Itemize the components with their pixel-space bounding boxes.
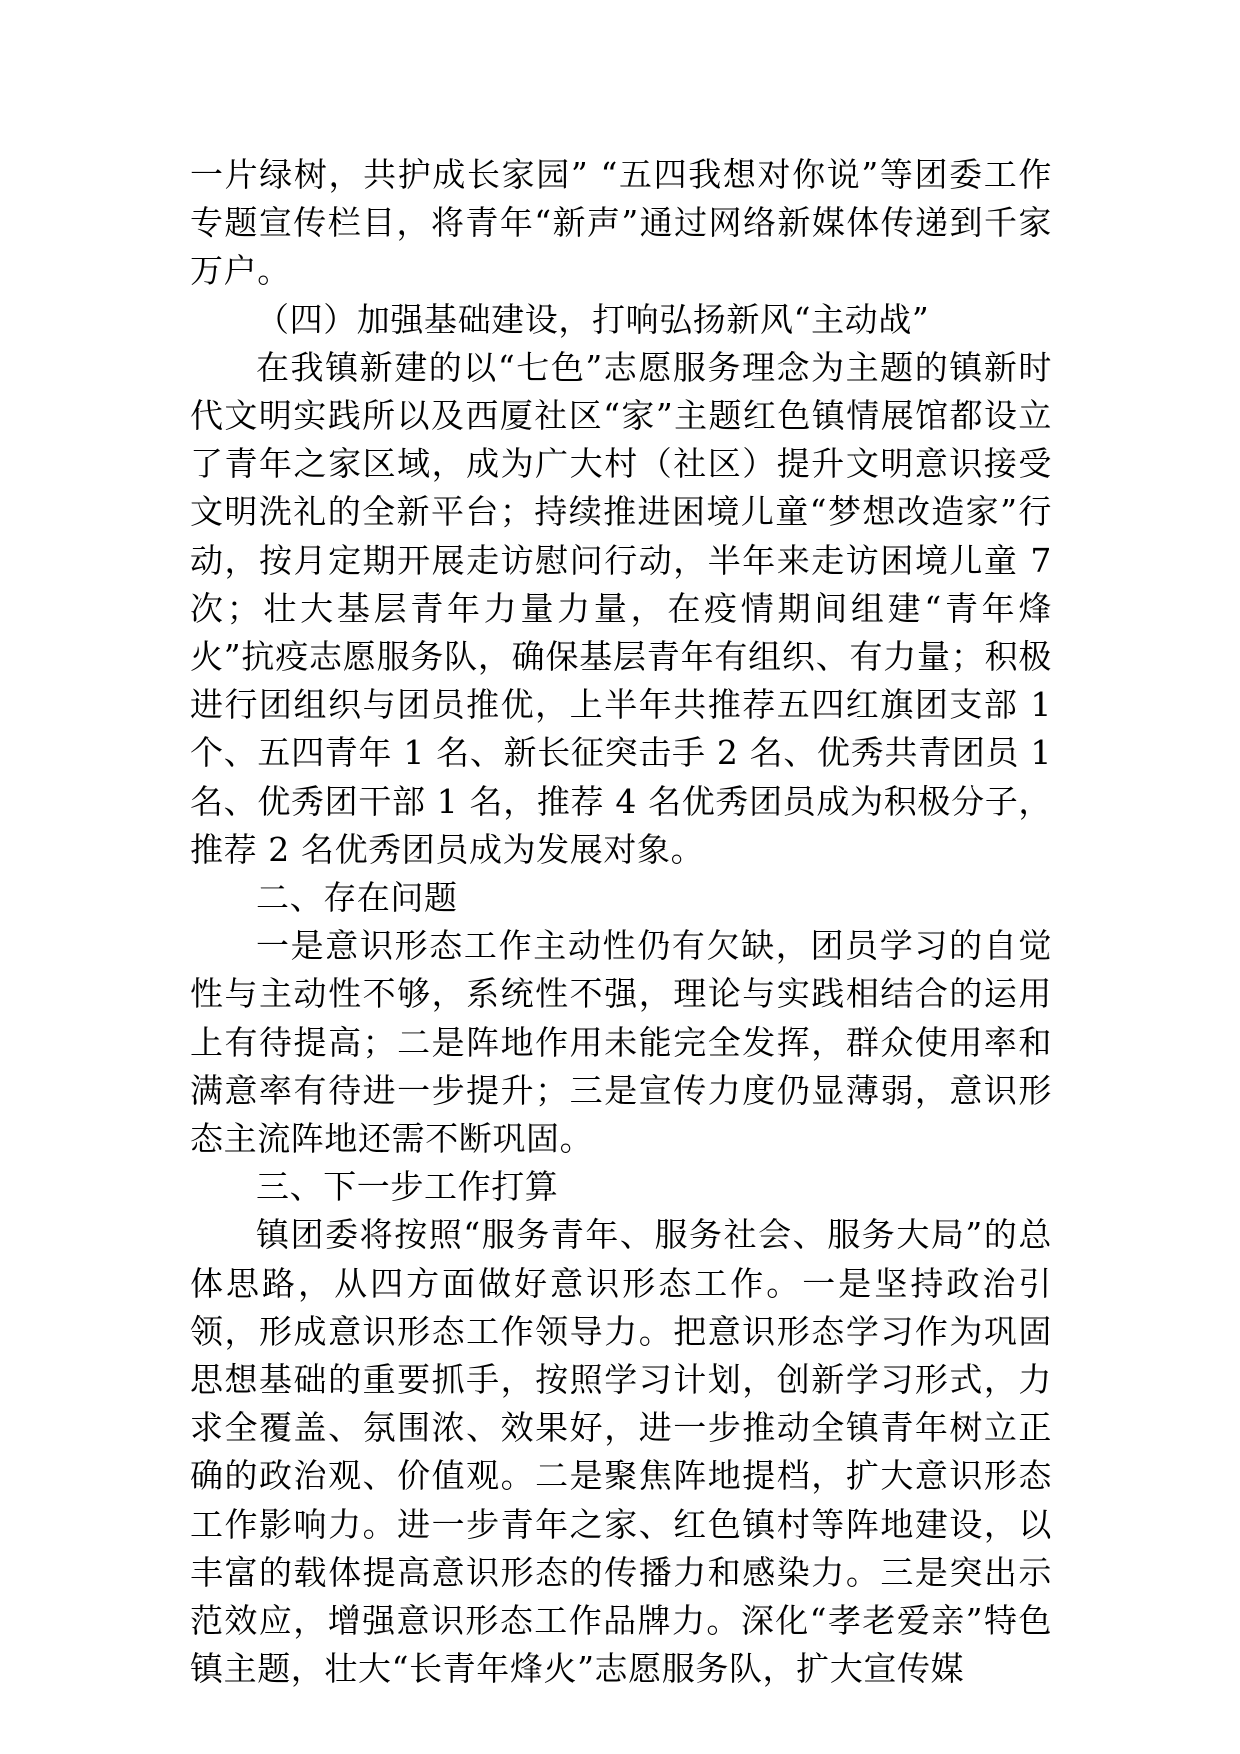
document-page — [190, 151, 1052, 1694]
paragraph-problems: 一是意识形态工作主动性仍有欠缺，团员学习的自觉性与主动性不够，系统性不强，理论与实践相结合的运用上有待提高；二是阵地作用未能完全发挥，群众使用率和满意率有待进一步提升；三是宣传力度仍显薄弱，意识形态主流阵地还需不断巩固。 — [190, 926, 1052, 1159]
paragraph-continuation: 一片绿树，共护成长家园” “五四我想对你说”等团委工作专题宣传栏目，将青年“新声”通过网络新媒体传递到千家万户。 — [190, 155, 1052, 291]
subheading-four: （四）加强基础建设，打响弘扬新风“主动战” — [256, 299, 930, 339]
paragraph-infrastructure: 在我镇新建的以“七色”志愿服务理念为主题的镇新时代文明实践所以及西厦社区“家”主题红色镇情展馆都设立了青年之家区域，成为广大村（社区）提升文明意识接受文明洗礼的全新平台；持续推进困境儿童“梦想改造家”行动，按月定期开展走访慰问行动，半年来走访困境儿童 7 次；壮大基层青年力量力量，在疫情期间组建“青年烽火”抗疫志愿服务队，确保基层青年有组织、有力量；积极进行团组织与团员推优，上半年共推荐五四红旗团支部 1 个、五四青年 1 名、新长征突击手 2 名、优秀共青团员 1 名、优秀团干部 1 名，推荐 4 名优秀团员成为积极分子，推荐 2 名优秀团员成为发展对象。 — [190, 347, 1052, 869]
heading-next-steps: 三、下一步工作打算 — [256, 1167, 559, 1207]
heading-problems: 二、存在问题 — [256, 878, 458, 918]
paragraph-next-steps: 镇团委将按照“服务青年、服务社会、服务大局”的总体思路，从四方面做好意识形态工作。一是坚持政治引领，形成意识形态工作领导力。把意识形态学习作为巩固思想基础的重要抓手，按照学习计划，创新学习形式，力求全覆盖、氛围浓、效果好，进一步推动全镇青年树立正确的政治观、价值观。二是聚焦阵地提档，扩大意识形态工作影响力。进一步青年之家、红色镇村等阵地建设，以丰富的载体提高意识形态的传播力和感染力。三是突出示范效应，增强意识形态工作品牌力。深化“孝老爱亲”特色镇主题，壮大“长青年烽火”志愿服务队，扩大宣传媒 — [190, 1215, 1052, 1689]
